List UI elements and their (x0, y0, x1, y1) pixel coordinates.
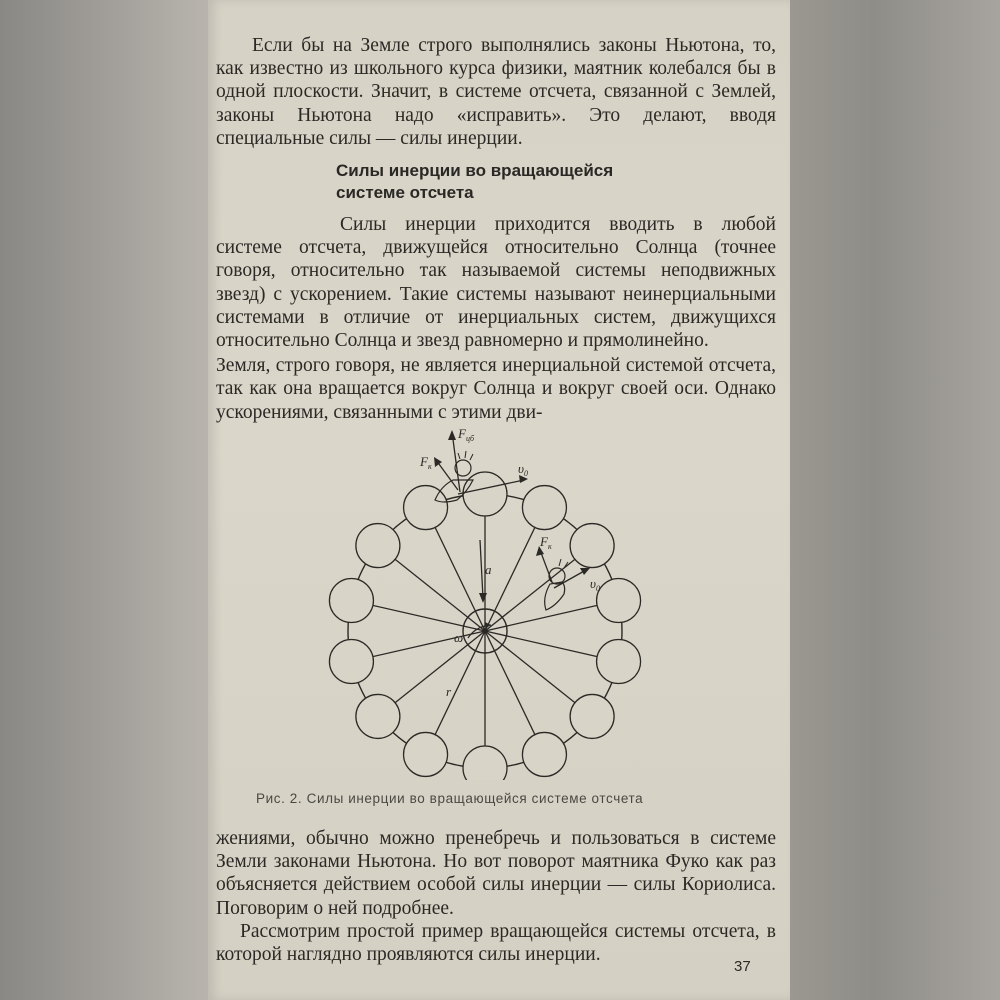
heading-line-2: системе отсчета (336, 183, 474, 202)
text-block-bottom (216, 827, 776, 966)
figure-rotating-frame (328, 420, 658, 780)
seat-circle (570, 524, 614, 568)
seat-circle (356, 524, 400, 568)
seat-circle (463, 472, 507, 516)
seat-circle (522, 486, 566, 530)
paragraph: Силы инерции приходится вводить в любой системе отсчета, движущейся относительно Солнца (точнее говоря, относительно так называемой системы неподвижных звезд) с ускорением. Такие системы называют неинерциальными системами в отличие от инерциальных систем, движущихся относительно Солнца и звезд равномерно и прямолинейно. (216, 214, 776, 352)
paragraph: Земля, строго говоря, не является инерциальной системой отсчета, так как она вращается вокруг Солнца и вокруг своей оси. Однако ускорениями, связанными с этими дви- (216, 355, 776, 423)
label-omega: ω (454, 630, 464, 645)
label-f-k: $F_к$ (420, 454, 432, 471)
label-a: a (485, 562, 492, 577)
seat-circle (356, 694, 400, 738)
rotating-disk-diagram (328, 420, 658, 780)
seat-circle (597, 639, 641, 683)
seat-circle (404, 486, 448, 530)
acceleration-arrow (480, 540, 483, 598)
seat-circle (570, 694, 614, 738)
seat-circle (597, 579, 641, 623)
label-f-k-2: $F_к$ (540, 534, 552, 551)
label-r: r (446, 684, 452, 699)
person-right (545, 559, 568, 610)
heading-line-1: Силы инерции во вращающейся (336, 161, 614, 180)
force-coriolis-arrow (436, 460, 458, 490)
seat-circle (463, 746, 507, 780)
label-f-cb: $F_{цб}$ (458, 426, 474, 443)
text-block-top (216, 34, 776, 150)
seat-circle (404, 732, 448, 776)
background-right (788, 0, 1000, 1000)
force-coriolis-arrow-2 (540, 550, 552, 582)
seat-circle (329, 639, 373, 683)
paragraph: Рассмотрим простой пример вращающейся системы отсчета, в которой наглядно проявляются силы инерции. (216, 920, 776, 966)
label-v0: $\upsilon_0$ (518, 461, 528, 478)
book-page (208, 0, 790, 1000)
paragraph: жениями, обычно можно пренебречь и пользоваться в системе Земли законами Ньютона. Но вот поворот маятника Фуко как раз объясняется действием особой силы инерции — силы Кориолиса. Поговорим о ней подробнее. (216, 828, 776, 919)
seat-circle (522, 732, 566, 776)
background-left (0, 0, 210, 1000)
page-number: 37 (734, 958, 751, 975)
seat-circle (329, 579, 373, 623)
text-block-middle (216, 213, 776, 424)
paragraph: Если бы на Земле строго выполнялись законы Ньютона, то, как известно из школьного курса физики, маятник колебался бы в одной плоскости. Значит, в системе отсчета, связанной с Землей, законы Ньютона надо «исправить». Это делают, вводя специальные силы — силы инерции. (216, 35, 776, 149)
section-heading (336, 160, 676, 204)
figure-caption: Рис. 2. Силы инерции во вращающейся системе отсчета (256, 791, 644, 806)
label-v0-2: $\upsilon_0$ (590, 576, 600, 593)
